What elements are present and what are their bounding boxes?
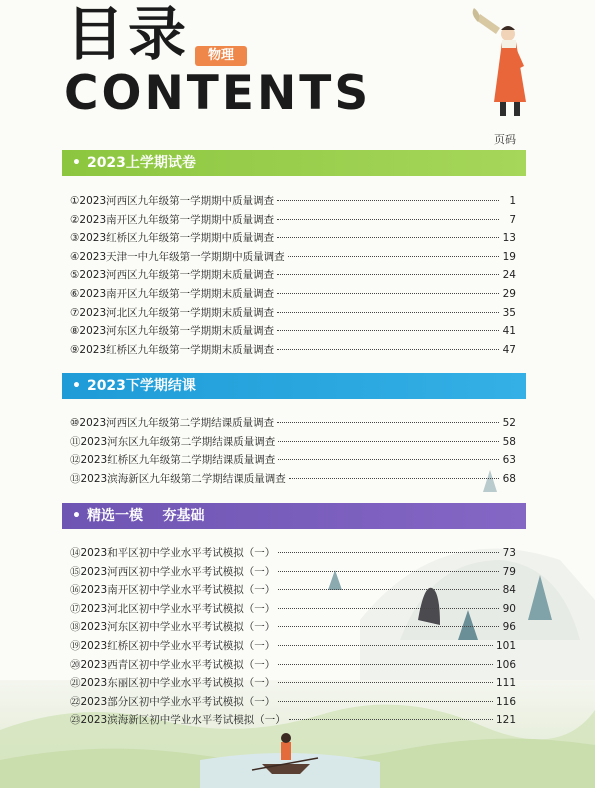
toc-entry-title: ⑥2023南开区九年级第一学期期末质量调查 xyxy=(70,287,275,300)
toc-entry-title: ⑭2023和平区初中学业水平考试模拟（一） xyxy=(70,547,276,559)
toc-entry[interactable] xyxy=(70,657,516,676)
bullet-icon: • xyxy=(72,378,81,394)
dot-leader xyxy=(278,552,499,553)
dot-leader xyxy=(277,293,499,294)
subject-badge: 物理 xyxy=(195,46,247,66)
dot-leader xyxy=(278,645,493,646)
toc-entry[interactable] xyxy=(70,434,516,453)
dot-leader xyxy=(278,682,493,683)
toc-entry[interactable] xyxy=(70,471,516,490)
toc-entry[interactable] xyxy=(70,342,516,361)
toc-entry-title: ⑫2023红桥区九年级第二学期结课质量调查 xyxy=(70,454,276,467)
toc-entry-page: 24 xyxy=(502,269,516,282)
toc-entry[interactable] xyxy=(70,230,516,249)
dot-leader xyxy=(277,274,499,275)
dot-leader xyxy=(278,571,499,572)
dot-leader xyxy=(278,701,493,702)
toc-entry[interactable] xyxy=(70,712,516,731)
toc-entry-title: ⑤2023河西区九年级第一学期期末质量调查 xyxy=(70,269,275,282)
toc-entry-title: ⑬2023滨海新区九年级第二学期结课质量调查 xyxy=(70,472,286,485)
dot-leader xyxy=(278,589,499,590)
toc-entry-page: 90 xyxy=(502,602,516,615)
toc-entry-page: 73 xyxy=(502,547,516,559)
toc-entry-title: ⑮2023河西区初中学业水平考试模拟（一） xyxy=(70,565,276,578)
dot-leader xyxy=(278,626,499,627)
toc-entry[interactable] xyxy=(70,619,516,638)
toc-entry-page: 106 xyxy=(495,658,516,671)
toc-entry-page: 7 xyxy=(509,213,516,226)
horn-player-illustration xyxy=(470,4,550,124)
page-column-label: 页码 xyxy=(494,133,516,146)
toc-entry[interactable] xyxy=(70,286,516,305)
dot-leader xyxy=(278,441,499,442)
section-title: 2023下学期结课 xyxy=(86,378,196,394)
toc-entry-title: ⑲2023红桥区初中学业水平考试模拟（一） xyxy=(70,639,276,652)
toc-entry[interactable] xyxy=(70,212,516,231)
toc-entry-page: 19 xyxy=(502,250,516,263)
dot-leader xyxy=(277,219,499,220)
toc-entry-page: 68 xyxy=(502,472,516,485)
dot-leader xyxy=(278,459,499,460)
toc-entry-page: 13 xyxy=(502,232,516,245)
toc-entry[interactable] xyxy=(70,415,516,434)
bullet-icon: • xyxy=(72,508,81,524)
toc-entry[interactable] xyxy=(70,675,516,694)
toc-entry-page: 116 xyxy=(495,695,516,708)
dot-leader xyxy=(289,719,493,720)
toc-entry[interactable] xyxy=(70,582,516,601)
toc-entry[interactable] xyxy=(70,694,516,713)
toc-entry-page: 121 xyxy=(495,714,516,727)
section-2-list xyxy=(70,415,516,489)
bullet-icon: • xyxy=(72,155,81,171)
section-header-2 xyxy=(62,373,526,399)
toc-entry-title: ⑱2023河东区初中学业水平考试模拟（一） xyxy=(70,621,276,634)
dot-leader xyxy=(278,608,499,609)
toc-entry-title: ⑧2023河东区九年级第一学期期末质量调查 xyxy=(70,325,275,338)
toc-entry[interactable] xyxy=(70,638,516,657)
toc-entry-title: ㉒2023部分区初中学业水平考试模拟（一） xyxy=(70,695,276,708)
section-title: 2023上学期试卷 xyxy=(86,155,196,171)
toc-entry-page: 79 xyxy=(502,565,516,578)
toc-entry-page: 96 xyxy=(502,621,516,634)
dot-leader xyxy=(277,330,499,331)
page-title-en: CONTENTS xyxy=(64,66,372,121)
page-title-cn: 目录 xyxy=(66,0,191,68)
dot-leader xyxy=(288,256,499,257)
dot-leader xyxy=(277,349,499,350)
toc-entry-title: ②2023南开区九年级第一学期期中质量调查 xyxy=(70,213,275,226)
toc-entry-title: ⑦2023河北区九年级第一学期期末质量调查 xyxy=(70,306,275,319)
toc-entry[interactable] xyxy=(70,564,516,583)
section-header-3 xyxy=(62,503,526,529)
toc-entry[interactable] xyxy=(70,193,516,212)
section-1-list xyxy=(70,193,516,360)
toc-entry-title: ⑪2023河东区九年级第二学期结课质量调查 xyxy=(70,435,276,448)
toc-entry-title: ④2023天津一中九年级第一学期期中质量调查 xyxy=(70,250,285,263)
section-header-1 xyxy=(62,150,526,176)
toc-entry-title: ⑨2023红桥区九年级第一学期期末质量调查 xyxy=(70,343,275,356)
toc-entry-page: 84 xyxy=(502,584,516,597)
toc-entry[interactable] xyxy=(70,452,516,471)
dot-leader xyxy=(277,237,499,238)
toc-entry-title: ③2023红桥区九年级第一学期期中质量调查 xyxy=(70,232,275,245)
toc-entry-title: ⑩2023河西区九年级第二学期结课质量调查 xyxy=(70,417,275,429)
toc-entry-page: 52 xyxy=(502,417,516,429)
toc-entry-title: ①2023河西区九年级第一学期期中质量调查 xyxy=(70,195,275,207)
toc-entry-title: ㉑2023东丽区初中学业水平考试模拟（一） xyxy=(70,677,276,690)
toc-entry[interactable] xyxy=(70,601,516,620)
section-3-list xyxy=(70,545,516,731)
toc-entry[interactable] xyxy=(70,249,516,268)
dot-leader xyxy=(278,664,493,665)
dot-leader xyxy=(277,422,499,423)
toc-entry-page: 41 xyxy=(502,325,516,338)
toc-entry[interactable] xyxy=(70,305,516,324)
toc-entry-title: ⑰2023河北区初中学业水平考试模拟（一） xyxy=(70,602,276,615)
toc-entry[interactable] xyxy=(70,323,516,342)
toc-entry-page: 35 xyxy=(502,306,516,319)
dot-leader xyxy=(277,312,499,313)
toc-entry-title: ㉓2023滨海新区初中学业水平考试模拟（一） xyxy=(70,714,286,727)
toc-entry-title: ⑳2023西青区初中学业水平考试模拟（一） xyxy=(70,658,276,671)
toc-entry[interactable] xyxy=(70,267,516,286)
toc-entry-page: 111 xyxy=(495,677,516,690)
toc-entry-page: 58 xyxy=(502,435,516,448)
dot-leader xyxy=(289,478,499,479)
dot-leader xyxy=(277,200,499,201)
toc-entry-title: ⑯2023南开区初中学业水平考试模拟（一） xyxy=(70,584,276,597)
toc-entry-page: 63 xyxy=(502,454,516,467)
toc-entry-page: 29 xyxy=(502,287,516,300)
toc-entry[interactable] xyxy=(70,545,516,564)
toc-entry-page: 101 xyxy=(495,639,516,652)
toc-entry-page: 1 xyxy=(509,195,516,207)
section-title: 精选一模 夯基础 xyxy=(86,508,205,524)
toc-entry-page: 47 xyxy=(502,343,516,356)
